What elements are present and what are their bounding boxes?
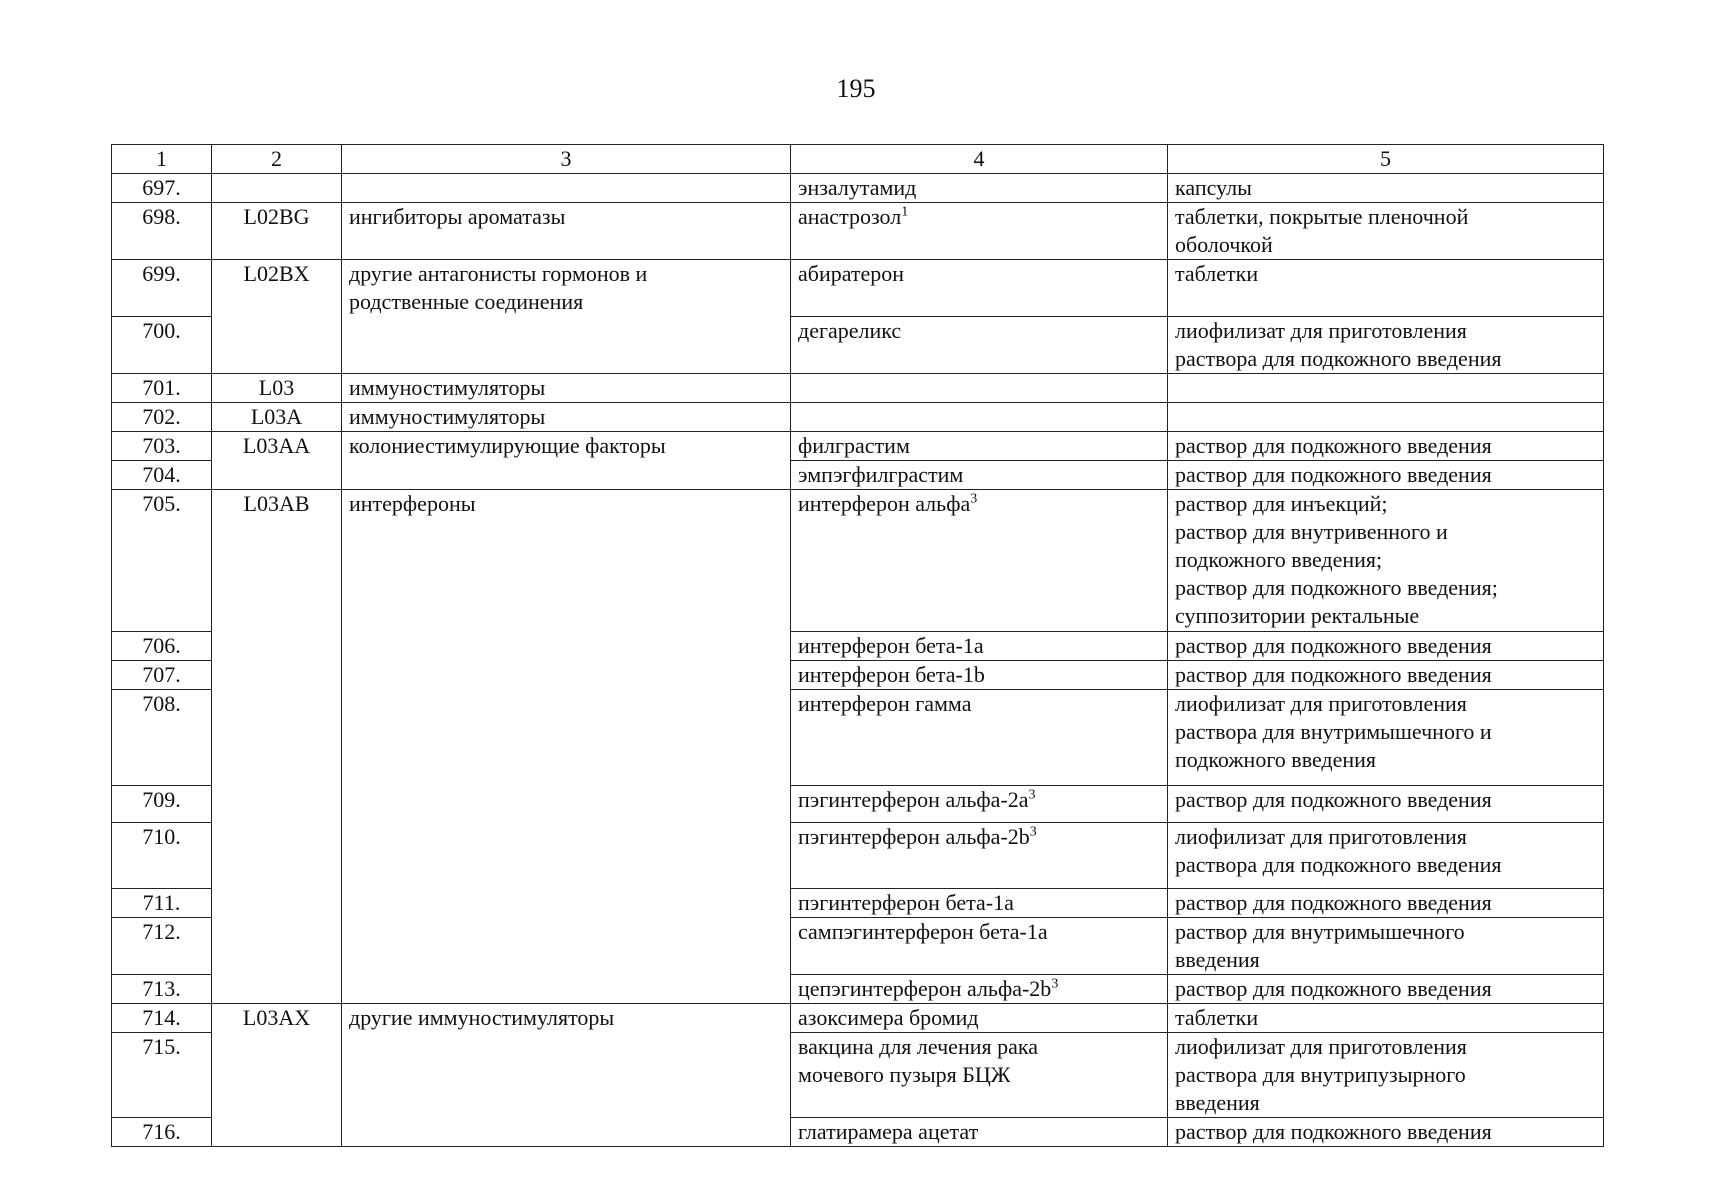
dosage-form: раствор для внутримышечного введения (1168, 918, 1604, 975)
dosage-form: раствор для подкожного введения (1168, 432, 1604, 461)
row-number: 701. (112, 374, 212, 403)
header-col-2: 2 (212, 145, 342, 174)
header-col-1: 1 (112, 145, 212, 174)
table-row (112, 174, 1604, 203)
page-number: 195 (836, 74, 876, 103)
row-number: 715. (112, 1033, 212, 1118)
row-number: 714. (112, 1004, 212, 1033)
drug-name (791, 374, 1168, 403)
dosage-form: лиофилизат для приготовления раствора для подкожного введения (1168, 317, 1604, 374)
drug-text: пэгинтерферон альфа-2a (798, 787, 1029, 812)
group-name: колониестимулирующие факторы (342, 432, 791, 490)
table-row (112, 403, 1604, 432)
row-number: 708. (112, 690, 212, 786)
drug-text: интерферон гамма (798, 691, 972, 716)
footnote-mark: 1 (901, 204, 909, 220)
group-name: интерфероны (342, 490, 791, 1004)
row-number: 712. (112, 918, 212, 975)
row-number: 698. (112, 203, 212, 260)
dosage-form: раствор для подкожного введения (1168, 975, 1604, 1004)
dosage-form (1168, 374, 1604, 403)
table-row (112, 203, 1604, 260)
row-number: 705. (112, 490, 212, 632)
drug-name (791, 823, 1168, 889)
dosage-form: раствор для подкожного введения (1168, 889, 1604, 918)
row-number: 710. (112, 823, 212, 889)
atc-code: L02BX (212, 260, 342, 374)
row-number: 702. (112, 403, 212, 432)
dosage-form: раствор для инъекций; раствор для внутривенного и подкожного введения; раствор для подкожного введения; суппозитории ректальные (1168, 490, 1604, 632)
dosage-form: раствор для подкожного введения (1168, 786, 1604, 823)
header-col-5: 5 (1168, 145, 1604, 174)
group-name: другие антагонисты гормонов и родственные соединения (342, 260, 791, 374)
group-name: другие иммуностимуляторы (342, 1004, 791, 1147)
row-number: 716. (112, 1118, 212, 1147)
drug-name (791, 1118, 1168, 1147)
dosage-form: лиофилизат для приготовления раствора для внутрипузырного введения (1168, 1033, 1604, 1118)
atc-code: L03AB (212, 490, 342, 1004)
table-row (112, 260, 1604, 317)
dosage-form: капсулы (1168, 174, 1604, 203)
row-number: 704. (112, 461, 212, 490)
dosage-form: лиофилизат для приготовления раствора для внутримышечного и подкожного введения (1168, 690, 1604, 786)
group-name: иммуностимуляторы (342, 374, 791, 403)
drug-name (791, 918, 1168, 975)
dosage-form: таблетки, покрытые пленочной оболочкой (1168, 203, 1604, 260)
row-number: 713. (112, 975, 212, 1004)
drug-name (791, 889, 1168, 918)
drug-text: азоксимера бромид (798, 1005, 979, 1030)
row-number: 703. (112, 432, 212, 461)
drug-name: вакцина для лечения рака мочевого пузыря БЦЖ (791, 1033, 1168, 1118)
drug-text: дегареликс (798, 318, 902, 343)
atc-code: L03 (212, 374, 342, 403)
row-number: 709. (112, 786, 212, 823)
drug-name (791, 317, 1168, 374)
row-number: 697. (112, 174, 212, 203)
drug-name (791, 690, 1168, 786)
drug-name (791, 203, 1168, 260)
footnote-mark: 3 (1029, 824, 1037, 840)
drug-text: пэгинтерферон бета-1a (798, 890, 1014, 915)
drug-text: интерферон бета-1b (798, 662, 985, 687)
drug-name (791, 490, 1168, 632)
drug-text: энзалутамид (798, 175, 917, 200)
row-number: 707. (112, 661, 212, 690)
drug-text: абиратерон (798, 261, 905, 286)
dosage-form (1168, 403, 1604, 432)
drug-name (791, 461, 1168, 490)
table-row (112, 374, 1604, 403)
row-number: 706. (112, 632, 212, 661)
group-name (342, 174, 791, 203)
drug-text: интерферон альфа (798, 491, 971, 516)
dosage-form: раствор для подкожного введения (1168, 1118, 1604, 1147)
table-row (112, 1004, 1604, 1033)
table-header-row (112, 145, 1604, 174)
row-number: 700. (112, 317, 212, 374)
drug-name (791, 632, 1168, 661)
atc-code: L02BG (212, 203, 342, 260)
drug-text: цепэгинтерферон альфа-2b (798, 976, 1052, 1001)
row-number: 711. (112, 889, 212, 918)
header-col-3: 3 (342, 145, 791, 174)
drug-table (111, 144, 1604, 1147)
dosage-form: раствор для подкожного введения (1168, 632, 1604, 661)
drug-name (791, 432, 1168, 461)
footnote-mark: 3 (1051, 976, 1059, 992)
drug-text: глатирамера ацетат (798, 1119, 979, 1144)
dosage-form: таблетки (1168, 1004, 1604, 1033)
atc-code: L03AA (212, 432, 342, 490)
drug-text: интерферон бета-1a (798, 633, 984, 658)
group-name: иммуностимуляторы (342, 403, 791, 432)
footnote-mark: 3 (1028, 787, 1036, 803)
footnote-mark: 3 (970, 491, 978, 507)
drug-text: эмпэгфилграстим (798, 462, 964, 487)
dosage-form: таблетки (1168, 260, 1604, 317)
header-col-4: 4 (791, 145, 1168, 174)
drug-text: анастрозол (798, 204, 902, 229)
drug-name (791, 174, 1168, 203)
atc-code (212, 174, 342, 203)
dosage-form: раствор для подкожного введения (1168, 461, 1604, 490)
table-row (112, 490, 1604, 632)
drug-name (791, 403, 1168, 432)
drug-text: сампэгинтерферон бета-1a (798, 919, 1048, 944)
drug-text: пэгинтерферон альфа-2b (798, 824, 1030, 849)
atc-code: L03AX (212, 1004, 342, 1147)
dosage-form: раствор для подкожного введения (1168, 661, 1604, 690)
atc-code: L03A (212, 403, 342, 432)
group-name: ингибиторы ароматазы (342, 203, 791, 260)
drug-text: филграстим (798, 433, 910, 458)
drug-name (791, 975, 1168, 1004)
drug-name (791, 260, 1168, 317)
row-number: 699. (112, 260, 212, 317)
drug-name (791, 1004, 1168, 1033)
drug-name (791, 661, 1168, 690)
table-row (112, 432, 1604, 461)
dosage-form: лиофилизат для приготовления раствора для подкожного введения (1168, 823, 1604, 889)
drug-name (791, 786, 1168, 823)
